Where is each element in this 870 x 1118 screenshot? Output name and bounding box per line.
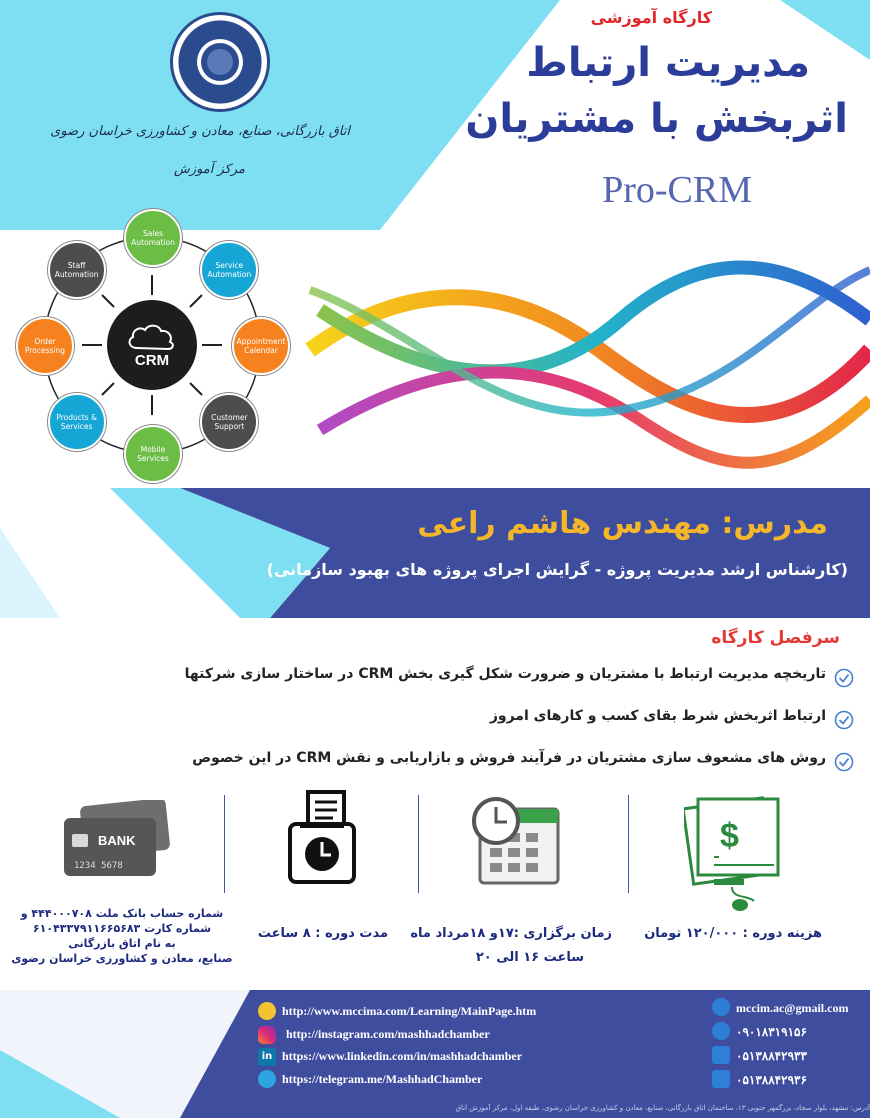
diagram-node: Order Processing — [16, 317, 74, 375]
org-name: اتاق بازرگانی، صنایع، معادن و کشاورزی خراسان رضوی — [50, 124, 350, 139]
syllabus-item: روش های مشعوف سازی مشتریان در فرآیند فروش و بازاریابی و نقش CRM در این خصوص — [192, 750, 826, 766]
diagram-node: Sales Automation — [124, 209, 182, 267]
ribbon-decoration — [300, 230, 870, 480]
crm-hub — [107, 300, 197, 390]
course-schedule-time: ساعت ۱۶ الی ۲۰ — [475, 950, 584, 965]
syllabus-item: تاریخچه مدیریت ارتباط با مشتریان و ضرورت شکل گیری بخش CRM در ساختار سازی شرکتها — [184, 666, 826, 682]
org-department: مرکز آموزش — [173, 162, 245, 177]
instructor-name: مدرس: مهندس هاشم راعی — [417, 506, 828, 541]
instagram-icon — [258, 1026, 276, 1044]
money-monitor-icon — [684, 795, 784, 913]
website-link[interactable]: http://www.mccima.com/Learning/MainPage.htm — [282, 1004, 537, 1018]
svg-text:$: $ — [720, 817, 739, 855]
telegram-link[interactable]: https://telegram.me/MashhadChamber — [282, 1072, 483, 1086]
divider — [628, 795, 629, 893]
calendar-clock-icon — [470, 795, 562, 887]
bank-owner-line-2: صنایع، معادن و کشاورزی خراسان رضوی — [11, 952, 233, 965]
bank-account-info — [6, 906, 238, 966]
card-brand: BANK — [98, 833, 136, 848]
card-number: 1234 5678 — [74, 861, 123, 871]
diagram-node: Appointment Calendar — [232, 317, 290, 375]
course-fee: هزینه دوره : ۱۲۰/۰۰۰ تومان — [644, 926, 822, 941]
check-circle-icon — [834, 668, 854, 688]
linkedin-link[interactable]: https://www.linkedin.com/in/mashhadchamber — [282, 1049, 523, 1063]
workshop-label: کارگاه آموزشی — [590, 8, 712, 27]
course-code: Pro-CRM — [602, 169, 752, 211]
fax-icon — [712, 1070, 730, 1088]
divider — [418, 795, 419, 893]
mobile-icon — [712, 1022, 730, 1040]
syllabus-item: ارتباط اثربخش شرط بقای کسب و کارهای امروز — [489, 708, 826, 724]
fax-number: ۰۵۱۳۸۸۴۲۹۳۶ — [736, 1073, 807, 1087]
diagram-node: Service Automation — [200, 241, 258, 299]
check-circle-icon — [834, 710, 854, 730]
bank-account-line: شماره حساب بانک ملت ۴۴۴۰۰۰۷۰۸ و — [20, 907, 224, 920]
chamber-seal-logo — [170, 12, 270, 112]
divider — [224, 795, 225, 893]
course-duration: مدت دوره : ۸ ساعت — [257, 926, 388, 941]
syllabus-title: سرفصل کارگاه — [711, 628, 840, 648]
check-circle-icon — [834, 752, 854, 772]
bank-card-icon — [62, 800, 172, 882]
email-icon — [712, 998, 730, 1016]
title-line-1: مدیریت ارتباط — [526, 40, 810, 86]
bank-card-line: شماره کارت ۶۱۰۴۳۳۷۹۱۱۶۶۵۶۸۳ — [32, 922, 212, 935]
ballot-box-icon — [286, 790, 358, 884]
course-schedule-date: زمان برگزاری :۱۷و ۱۸مرداد ماه — [410, 926, 612, 941]
diagram-node: Mobile Services — [124, 425, 182, 483]
crm-label: CRM — [134, 351, 170, 369]
phone-number: ۰۵۱۳۸۸۴۲۹۳۳ — [736, 1049, 807, 1063]
bank-owner-line: به نام اتاق بازرگانی — [68, 937, 176, 950]
email-address[interactable]: mccim.ac@gmail.com — [736, 1001, 849, 1015]
diagram-node: Customer Support — [200, 393, 258, 451]
phone-icon — [712, 1046, 730, 1064]
address-line: آدرس: مشهد، بلوار سجاد، بزرگمهر جنوبی ۱۳، ساختمان اتاق بازرگانی، صنایع، معادن و کشاورزی خراسان رضوی، طبقه اول، مرکز آموزش اتاق — [455, 1104, 870, 1112]
mobile-number: ۰۹۰۱۸۳۱۹۱۵۶ — [736, 1025, 807, 1039]
globe-icon — [258, 1002, 276, 1020]
diagram-node: Products & Services — [48, 393, 106, 451]
diagram-node: Staff Automation — [48, 241, 106, 299]
telegram-icon — [258, 1070, 276, 1088]
title-line-2: اثربخش با مشتریان — [465, 96, 848, 142]
linkedin-icon: in — [258, 1048, 276, 1066]
cloud-icon — [125, 322, 179, 352]
instagram-link[interactable]: http://instagram.com/mashhadchamber — [286, 1027, 490, 1041]
instructor-credentials: (کارشناس ارشد مدیریت پروژه - گرایش اجرای پروژه های بهبود سازمانی) — [266, 560, 848, 579]
